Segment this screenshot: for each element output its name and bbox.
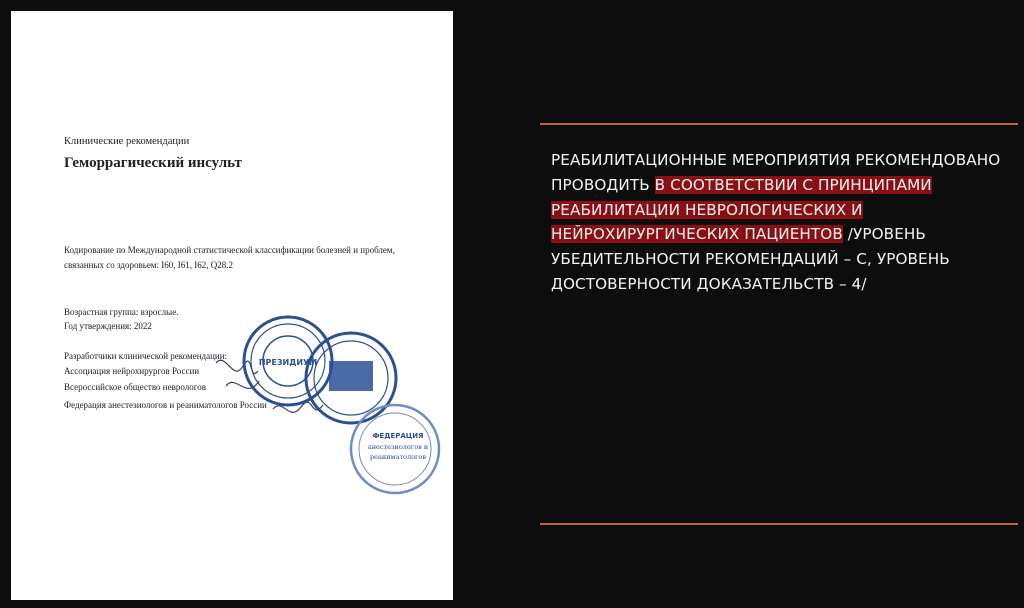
stamp3-line3: реаниматологов bbox=[369, 453, 427, 461]
slide-text-highlight: В СООТВЕТСТВИИ С ПРИНЦИПАМИ РЕАБИЛИТАЦИИ НЕВРОЛОГИЧЕСКИХ И НЕЙРОХИРУРГИЧЕСКИХ ПАЦИЕНТОВ bbox=[551, 175, 932, 244]
slide-main-text bbox=[551, 148, 1021, 297]
document-developers-label: Разработчики клинической рекомендации: bbox=[64, 351, 228, 361]
stamp-federation bbox=[351, 405, 439, 493]
document-developer-item: Всероссийское общество неврологов bbox=[64, 382, 206, 392]
stamps-and-signatures bbox=[11, 11, 453, 600]
document-title: Геморрагический инсульт bbox=[64, 155, 242, 171]
document-age-group: Возрастная группа: взрослые. bbox=[64, 307, 179, 317]
document-coding-line2: связанных со здоровьем: I60, I61, I62, Q28.2 bbox=[64, 260, 233, 270]
document-page-image bbox=[11, 11, 453, 600]
document-approval-year: Год утверждения: 2022 bbox=[64, 321, 152, 331]
stamp-neurosurgeons bbox=[306, 333, 396, 423]
document-coding-line1: Кодирование по Международной статистической классификации болезней и проблем, bbox=[64, 245, 395, 255]
divider-bottom bbox=[540, 523, 1018, 525]
slide-text-part2: /УРОВЕНЬ УБЕДИТЕЛЬНОСТИ РЕКОМЕНДАЦИЙ – С, УРОВЕНЬ ДОСТОВЕРНОСТИ ДОКАЗАТЕЛЬСТВ – 4/ bbox=[551, 225, 950, 293]
slide-text-part1: РЕАБИЛИТАЦИОННЫЕ МЕРОПРИЯТИЯ РЕКОМЕНДОВАНО ПРОВОДИТЬ bbox=[551, 151, 1001, 194]
document-subtitle: Клинические рекомендации bbox=[64, 136, 190, 147]
stamp3-line2: анестезиологов и bbox=[367, 443, 429, 451]
stamp3-line1: ФЕДЕРАЦИЯ bbox=[372, 432, 424, 440]
stamp1-text: ПРЕЗИДИУМ bbox=[258, 358, 318, 367]
signature-1 bbox=[216, 360, 259, 388]
document-developer-item: Ассоциация нейрохирургов России bbox=[64, 366, 200, 376]
divider-top bbox=[540, 123, 1018, 125]
document-developer-item: Федерация анестезиологов и реаниматологов России bbox=[64, 400, 267, 410]
